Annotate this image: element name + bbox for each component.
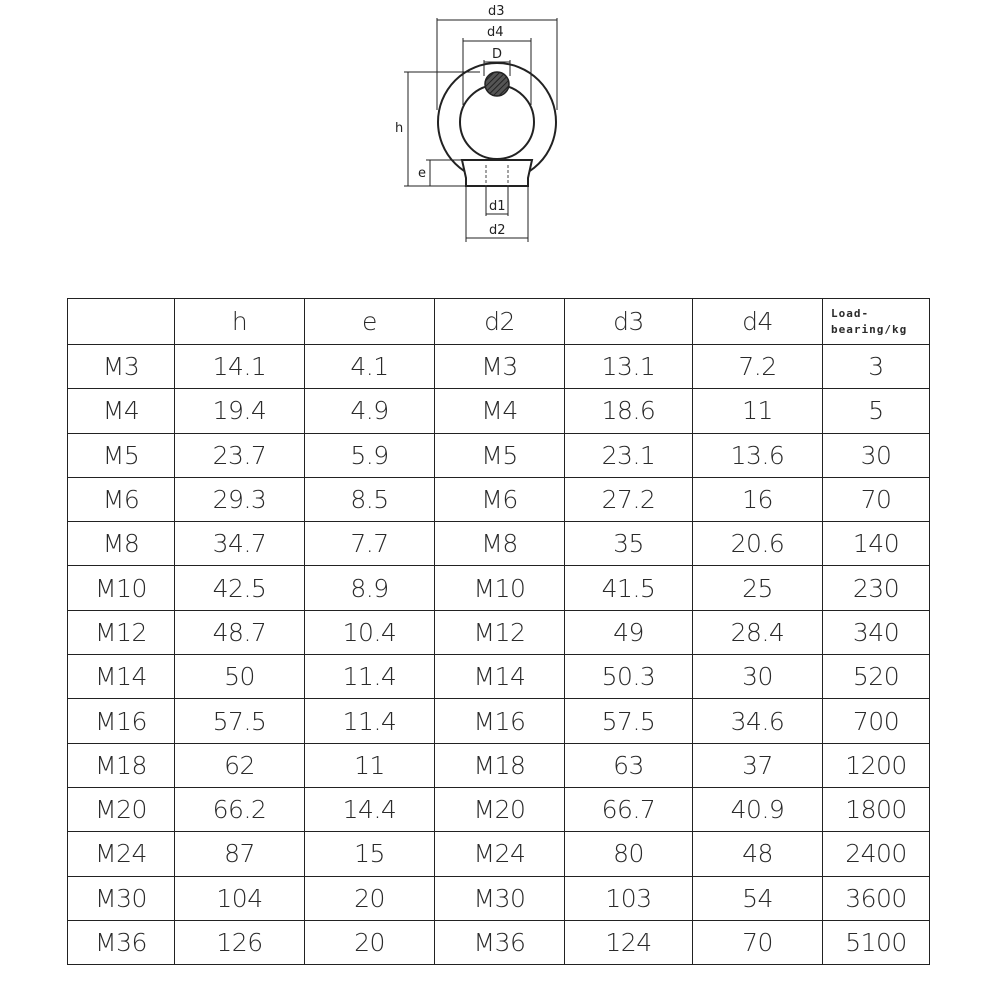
cell-d3: 66.7 [565, 787, 693, 831]
d2-label: d2 [489, 223, 506, 238]
cell-e: 8.9 [305, 566, 435, 610]
cell-d4: 28.4 [693, 610, 823, 654]
table-body [68, 345, 930, 965]
cell-d2: M24 [435, 832, 565, 876]
cell-size: M36 [68, 920, 175, 964]
cell-d3: 18.6 [565, 389, 693, 433]
cell-e: 14.4 [305, 787, 435, 831]
cell-h: 42.5 [175, 566, 305, 610]
cell-d3: 23.1 [565, 433, 693, 477]
cell-h: 29.3 [175, 477, 305, 521]
cell-size: M16 [68, 699, 175, 743]
cell-d2: M6 [435, 477, 565, 521]
cell-d2: M5 [435, 433, 565, 477]
cell-size: M20 [68, 787, 175, 831]
cell-d3: 35 [565, 522, 693, 566]
cell-e: 11 [305, 743, 435, 787]
cell-size: M30 [68, 876, 175, 920]
table-row [68, 522, 930, 566]
cell-d4: 70 [693, 920, 823, 964]
cell-e: 10.4 [305, 610, 435, 654]
table-row [68, 699, 930, 743]
cell-h: 87 [175, 832, 305, 876]
table-row [68, 610, 930, 654]
cell-load: 1200 [823, 743, 930, 787]
cell-d3: 63 [565, 743, 693, 787]
table-row [68, 655, 930, 699]
cell-d3: 80 [565, 832, 693, 876]
header-cell-d4: d4 [693, 299, 823, 345]
cell-e: 11.4 [305, 655, 435, 699]
cell-d4: 34.6 [693, 699, 823, 743]
cell-d4: 48 [693, 832, 823, 876]
cell-load: 5 [823, 389, 930, 433]
cell-e: 11.4 [305, 699, 435, 743]
cell-load: 140 [823, 522, 930, 566]
header-cell-load [823, 299, 930, 345]
cell-size: M8 [68, 522, 175, 566]
cell-d4: 25 [693, 566, 823, 610]
cell-d4: 11 [693, 389, 823, 433]
cell-d2: M16 [435, 699, 565, 743]
cell-load: 5100 [823, 920, 930, 964]
cell-d3: 27.2 [565, 477, 693, 521]
d3-label: d3 [488, 4, 505, 19]
cell-d3: 50.3 [565, 655, 693, 699]
cell-load: 340 [823, 610, 930, 654]
cell-d4: 37 [693, 743, 823, 787]
cell-d4: 13.6 [693, 433, 823, 477]
cell-d4: 20.6 [693, 522, 823, 566]
cell-load: 230 [823, 566, 930, 610]
table-row [68, 876, 930, 920]
cell-size: M3 [68, 345, 175, 389]
cell-e: 20 [305, 920, 435, 964]
cell-h: 50 [175, 655, 305, 699]
table-row [68, 389, 930, 433]
table-row [68, 477, 930, 521]
D-label: D [492, 47, 503, 62]
cell-h: 57.5 [175, 699, 305, 743]
cell-h: 19.4 [175, 389, 305, 433]
cell-e: 7.7 [305, 522, 435, 566]
cell-d3: 41.5 [565, 566, 693, 610]
cell-size: M10 [68, 566, 175, 610]
cell-h: 48.7 [175, 610, 305, 654]
cell-h: 34.7 [175, 522, 305, 566]
cell-load: 3 [823, 345, 930, 389]
table-row [68, 920, 930, 964]
cell-h: 62 [175, 743, 305, 787]
cell-size: M6 [68, 477, 175, 521]
cell-h: 23.7 [175, 433, 305, 477]
cell-d4: 54 [693, 876, 823, 920]
cell-e: 4.9 [305, 389, 435, 433]
cell-h: 14.1 [175, 345, 305, 389]
cell-d4: 16 [693, 477, 823, 521]
table-row [68, 743, 930, 787]
cell-h: 66.2 [175, 787, 305, 831]
cell-d2: M18 [435, 743, 565, 787]
cell-d2: M36 [435, 920, 565, 964]
cell-load: 520 [823, 655, 930, 699]
cell-e: 8.5 [305, 477, 435, 521]
table-header-row [68, 299, 930, 345]
cell-e: 4.1 [305, 345, 435, 389]
e-label: e [418, 166, 426, 181]
cell-d2: M30 [435, 876, 565, 920]
cell-size: M4 [68, 389, 175, 433]
cell-size: M18 [68, 743, 175, 787]
cell-d4: 7.2 [693, 345, 823, 389]
eye-nut-diagram [0, 0, 1000, 260]
header-cell-size [68, 299, 175, 345]
cell-size: M14 [68, 655, 175, 699]
cell-e: 15 [305, 832, 435, 876]
cell-d3: 57.5 [565, 699, 693, 743]
cell-load: 2400 [823, 832, 930, 876]
cell-d2: M12 [435, 610, 565, 654]
header-cell-e: e [305, 299, 435, 345]
cell-load: 700 [823, 699, 930, 743]
load-header-line-2: bearing/kg [831, 322, 908, 336]
d1-label: d1 [489, 199, 506, 214]
cell-d3: 124 [565, 920, 693, 964]
cell-load: 70 [823, 477, 930, 521]
header-cell-h: h [175, 299, 305, 345]
cell-load: 3600 [823, 876, 930, 920]
h-label: h [395, 121, 404, 136]
cell-d3: 13.1 [565, 345, 693, 389]
cell-d2: M3 [435, 345, 565, 389]
table-row [68, 433, 930, 477]
cell-size: M5 [68, 433, 175, 477]
cell-d4: 40.9 [693, 787, 823, 831]
header-cell-d3: d3 [565, 299, 693, 345]
table-row [68, 345, 930, 389]
cell-load: 1800 [823, 787, 930, 831]
cell-load: 30 [823, 433, 930, 477]
cell-e: 20 [305, 876, 435, 920]
cell-e: 5.9 [305, 433, 435, 477]
cell-d2: M20 [435, 787, 565, 831]
cell-d3: 103 [565, 876, 693, 920]
cell-size: M24 [68, 832, 175, 876]
d4-label: d4 [487, 25, 504, 40]
cell-h: 126 [175, 920, 305, 964]
ring-section [485, 72, 509, 96]
header-cell-d2: d2 [435, 299, 565, 345]
table-row [68, 832, 930, 876]
cell-d3: 49 [565, 610, 693, 654]
cell-d2: M8 [435, 522, 565, 566]
nut-body [462, 160, 532, 186]
table-row [68, 787, 930, 831]
cell-h: 104 [175, 876, 305, 920]
cell-d4: 30 [693, 655, 823, 699]
spec-table [67, 298, 930, 965]
cell-d2: M10 [435, 566, 565, 610]
cell-size: M12 [68, 610, 175, 654]
cell-d2: M14 [435, 655, 565, 699]
cell-d2: M4 [435, 389, 565, 433]
table-row [68, 566, 930, 610]
load-header-line-1: Load- [831, 306, 870, 320]
